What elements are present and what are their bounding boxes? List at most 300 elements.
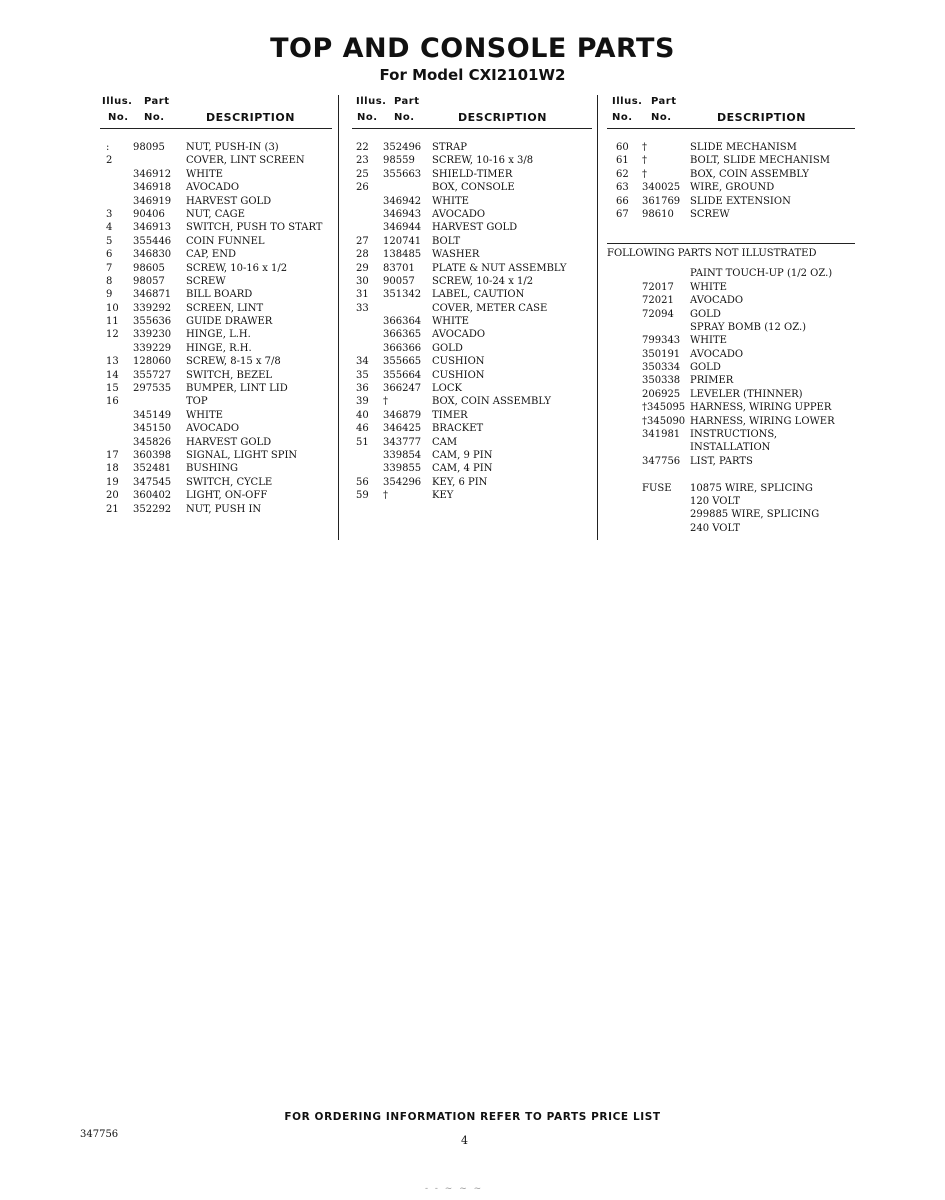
part-row	[607, 181, 855, 194]
part-description: SCREW, 10-16 x 1/2	[186, 262, 288, 274]
illus-number: 35	[356, 369, 369, 381]
column-header	[352, 92, 592, 128]
part-description: BOX, COIN ASSEMBLY	[690, 168, 809, 180]
part-row	[607, 468, 855, 481]
part-number: †345090	[642, 415, 686, 427]
illus-number: 22	[356, 142, 369, 153]
part-description: SIGNAL, LIGHT SPIN	[186, 449, 298, 461]
part-row	[607, 141, 855, 154]
part-row	[607, 195, 855, 208]
part-description: GOLD	[690, 308, 721, 320]
illus-no-label: No.	[357, 112, 378, 123]
part-row	[607, 361, 855, 374]
part-description: CAM	[432, 436, 458, 448]
part-row	[100, 235, 332, 248]
part-description: AVOCADO	[690, 295, 744, 307]
part-number: 339292	[133, 302, 172, 314]
part-number: 346918	[133, 182, 172, 194]
part-row	[607, 388, 855, 401]
part-row	[607, 455, 855, 468]
part-number: 72021	[642, 295, 674, 307]
part-row	[100, 489, 332, 502]
part-row	[100, 168, 332, 181]
illus-label: Illus.	[102, 96, 133, 107]
part-number: 366366	[383, 342, 422, 354]
part-number: 339855	[383, 463, 422, 475]
part-description: NUT, PUSH-IN (3)	[186, 142, 279, 153]
part-number: 355727	[133, 369, 172, 381]
part-description: WHITE	[432, 316, 469, 328]
illus-number: 26	[356, 182, 369, 194]
part-number: †	[642, 155, 647, 167]
part-number: 347545	[133, 476, 172, 488]
part-row	[607, 428, 855, 441]
part-description: BOLT	[432, 235, 461, 247]
part-description: KEY	[432, 490, 454, 502]
part-description: CAM, 9 PIN	[432, 449, 493, 461]
part-description: BRACKET	[432, 423, 484, 435]
part-row	[100, 195, 332, 208]
part-row	[352, 489, 592, 502]
part-description: WASHER	[432, 249, 480, 261]
part-number: 339230	[133, 329, 172, 341]
part-number: 128060	[133, 356, 172, 368]
parts-list	[607, 141, 855, 221]
part-number: 346879	[383, 409, 422, 421]
part-description: PRIMER	[690, 375, 734, 387]
part-description: WHITE	[186, 409, 223, 421]
part-row	[100, 503, 332, 516]
part-number: †	[383, 396, 388, 408]
part-number: 345826	[133, 436, 172, 448]
part-no-label: No.	[651, 112, 672, 123]
part-description: WIRE, GROUND	[690, 182, 775, 194]
part-row	[100, 141, 332, 154]
illus-label: Illus.	[612, 96, 643, 107]
parts-column-3	[607, 92, 855, 535]
part-description: BUSHING	[186, 463, 239, 475]
part-description: INSTALLATION	[690, 442, 771, 454]
part-row	[352, 262, 592, 275]
part-number: 90406	[133, 208, 165, 220]
column-divider-1	[338, 95, 339, 540]
part-number: 120741	[383, 235, 422, 247]
document-number: 347756	[80, 1129, 119, 1140]
illus-number: 60	[616, 142, 629, 153]
column-divider-2	[597, 95, 598, 540]
part-number: 355663	[383, 168, 422, 180]
part-description: AVOCADO	[186, 182, 240, 194]
ordering-info-footer: FOR ORDERING INFORMATION REFER TO PARTS PRICE LIST	[284, 1111, 661, 1123]
part-row	[100, 275, 332, 288]
illus-number: 17	[106, 449, 119, 461]
illus-number: 34	[356, 356, 369, 368]
part-row	[100, 436, 332, 449]
part-description: BOX, COIN ASSEMBLY	[432, 396, 551, 408]
part-number: 355636	[133, 316, 172, 328]
part-description: NUT, CAGE	[186, 208, 245, 220]
illus-number: 62	[616, 168, 629, 180]
part-row	[352, 235, 592, 248]
part-description: HINGE, L.H.	[186, 329, 251, 341]
part-description: WHITE	[186, 168, 223, 180]
part-description: SCREW, 10-16 x 3/8	[432, 155, 534, 167]
part-number: FUSE	[642, 482, 672, 494]
part-description: AVOCADO	[432, 329, 486, 341]
part-number: 346871	[133, 289, 172, 301]
part-number: 297535	[133, 383, 172, 395]
part-description: BOX, CONSOLE	[432, 182, 515, 194]
illus-number: 8	[106, 275, 113, 287]
part-description: NUT, PUSH IN	[186, 503, 262, 515]
part-number: 345149	[133, 409, 172, 421]
part-description: SHIELD-TIMER	[432, 168, 513, 180]
part-row	[352, 355, 592, 368]
part-description: CUSHION	[432, 369, 485, 381]
illus-number: 46	[356, 423, 369, 435]
part-number: †345095	[642, 402, 686, 414]
not-illustrated-list	[607, 267, 855, 535]
part-number: 346944	[383, 222, 422, 234]
illus-number: :	[106, 142, 110, 153]
part-row	[352, 154, 592, 167]
page-title: TOP AND CONSOLE PARTS	[270, 33, 675, 64]
part-row	[100, 449, 332, 462]
part-row	[100, 382, 332, 395]
column-header	[607, 92, 855, 128]
part-number: 355665	[383, 356, 422, 368]
part-description: GOLD	[690, 362, 721, 374]
illus-number: 18	[106, 463, 119, 475]
part-description: LEVELER (THINNER)	[690, 388, 803, 400]
part-number: †	[642, 142, 647, 153]
part-row	[100, 262, 332, 275]
part-row	[607, 308, 855, 321]
illus-number: 16	[106, 396, 119, 408]
part-label: Part	[394, 96, 420, 107]
illus-number: 23	[356, 155, 369, 167]
part-row	[352, 449, 592, 462]
part-description: HARVEST GOLD	[186, 195, 272, 207]
part-row	[607, 267, 855, 280]
part-number: 346943	[383, 208, 422, 220]
part-number: 345150	[133, 423, 172, 435]
part-number: 98057	[133, 275, 165, 287]
part-description: SCREW	[690, 208, 730, 220]
part-row	[100, 409, 332, 422]
part-row	[352, 436, 592, 449]
illus-number: 3	[106, 208, 113, 220]
part-row	[100, 288, 332, 301]
illus-no-label: No.	[612, 112, 633, 123]
part-row	[100, 369, 332, 382]
part-row	[100, 395, 332, 408]
part-description: AVOCADO	[186, 423, 240, 435]
part-number: †	[642, 168, 647, 180]
illus-number: 20	[106, 490, 119, 502]
illus-number: 6	[106, 249, 113, 261]
illus-number: 4	[106, 222, 113, 234]
part-description: 240 VOLT	[690, 522, 741, 534]
part-description: CUSHION	[432, 356, 485, 368]
part-row	[607, 441, 855, 454]
part-row	[100, 355, 332, 368]
part-description: SWITCH, PUSH TO START	[186, 222, 323, 234]
part-description: SLIDE MECHANISM	[690, 142, 797, 153]
part-description: SPRAY BOMB (12 OZ.)	[690, 321, 807, 333]
part-number: 206925	[642, 388, 681, 400]
illus-number: 21	[106, 503, 119, 515]
part-number: 366365	[383, 329, 422, 341]
illus-number: 56	[356, 476, 369, 488]
part-number: 346830	[133, 249, 172, 261]
model-subtitle: For Model CXI2101W2	[379, 66, 566, 84]
part-number: 340025	[642, 182, 681, 194]
part-number: 343777	[383, 436, 422, 448]
part-row	[352, 462, 592, 475]
part-description: HINGE, R.H.	[186, 342, 252, 354]
part-number: 360402	[133, 490, 172, 502]
part-row	[100, 221, 332, 234]
part-description: BILL BOARD	[186, 289, 253, 301]
part-description: SWITCH, BEZEL	[186, 369, 273, 381]
not-illustrated-rule	[607, 243, 855, 244]
part-number: †	[383, 490, 388, 502]
illus-number: 14	[106, 369, 119, 381]
parts-list	[352, 141, 592, 503]
part-row	[352, 248, 592, 261]
part-no-label: No.	[144, 112, 165, 123]
part-number: 72017	[642, 281, 674, 293]
part-row	[352, 409, 592, 422]
part-row	[352, 382, 592, 395]
part-description: SLIDE EXTENSION	[690, 195, 791, 207]
part-description: PLATE & NUT ASSEMBLY	[432, 262, 567, 274]
part-row	[607, 415, 855, 428]
part-row	[352, 168, 592, 181]
parts-column-2	[352, 92, 592, 503]
part-description: SCREW	[186, 275, 226, 287]
part-row	[352, 328, 592, 341]
not-illustrated-title: FOLLOWING PARTS NOT ILLUSTRATED	[607, 248, 817, 260]
part-label: Part	[651, 96, 677, 107]
part-row	[100, 476, 332, 489]
description-label: DESCRIPTION	[717, 111, 806, 124]
part-description: 10875 WIRE, SPLICING	[690, 482, 813, 494]
part-row	[607, 482, 855, 495]
part-number: 360398	[133, 449, 172, 461]
part-description: INSTRUCTIONS,	[690, 429, 778, 441]
part-description: SWITCH, CYCLE	[186, 476, 273, 488]
part-row	[100, 328, 332, 341]
part-row	[352, 369, 592, 382]
part-description: COIN FUNNEL	[186, 235, 265, 247]
illus-number: 29	[356, 262, 369, 274]
part-number: 350191	[642, 348, 681, 360]
part-row	[607, 154, 855, 167]
part-row	[100, 248, 332, 261]
part-row	[100, 342, 332, 355]
part-number: 98095	[133, 142, 165, 153]
part-row	[352, 476, 592, 489]
part-description: KEY, 6 PIN	[432, 476, 488, 488]
part-row	[100, 315, 332, 328]
illus-number: 13	[106, 356, 119, 368]
part-number: 354296	[383, 476, 422, 488]
illus-number: 15	[106, 383, 119, 395]
part-no-label: No.	[394, 112, 415, 123]
illus-number: 51	[356, 436, 369, 448]
part-row	[607, 374, 855, 387]
part-number: 339854	[383, 449, 422, 461]
part-description: STRAP	[432, 142, 467, 153]
part-description: GOLD	[432, 342, 463, 354]
illus-no-label: No.	[108, 112, 129, 123]
part-row	[607, 522, 855, 535]
part-number: 98559	[383, 155, 415, 167]
page-number: 4	[461, 1134, 468, 1147]
parts-list	[100, 141, 332, 516]
part-row	[607, 281, 855, 294]
illus-number: 7	[106, 262, 113, 274]
part-description: PAINT TOUCH-UP (1/2 OZ.)	[690, 268, 833, 280]
part-number: 90057	[383, 275, 415, 287]
part-description: HARVEST GOLD	[432, 222, 518, 234]
part-row	[100, 154, 332, 167]
part-row	[352, 208, 592, 221]
illus-number: 19	[106, 476, 119, 488]
illus-label: Illus.	[356, 96, 387, 107]
part-number: 72094	[642, 308, 674, 320]
parts-column-1	[100, 92, 332, 516]
part-row	[352, 342, 592, 355]
part-number: 341981	[642, 429, 681, 441]
part-number: 366364	[383, 316, 422, 328]
description-label: DESCRIPTION	[206, 111, 295, 124]
part-number: 346919	[133, 195, 172, 207]
part-description: 299885 WIRE, SPLICING	[690, 509, 820, 521]
part-row	[352, 221, 592, 234]
part-description: LIGHT, ON-OFF	[186, 490, 268, 502]
part-description: WHITE	[432, 195, 469, 207]
illus-number: 40	[356, 409, 369, 421]
illus-number: 28	[356, 249, 369, 261]
part-number: 352496	[383, 142, 422, 153]
part-number: 339229	[133, 342, 172, 354]
part-description: CAM, 4 PIN	[432, 463, 493, 475]
part-description: AVOCADO	[432, 208, 486, 220]
part-row	[352, 181, 592, 194]
part-number: 799343	[642, 335, 681, 347]
part-number: 350334	[642, 362, 681, 374]
part-row	[352, 422, 592, 435]
illus-number: 31	[356, 289, 369, 301]
part-description: TIMER	[432, 409, 468, 421]
illus-number: 25	[356, 168, 369, 180]
part-description: LABEL, CAUTION	[432, 289, 525, 301]
part-number: 83701	[383, 262, 415, 274]
illus-number: 59	[356, 490, 369, 502]
header-rule	[100, 128, 332, 129]
illus-number: 5	[106, 235, 113, 247]
part-row	[352, 315, 592, 328]
part-row	[607, 208, 855, 221]
header-rule	[352, 128, 592, 129]
part-row	[607, 508, 855, 521]
part-description: SCREW, 10-24 x 1/2	[432, 275, 534, 287]
illus-number: 33	[356, 302, 369, 314]
part-row	[352, 302, 592, 315]
part-row	[352, 141, 592, 154]
part-row	[607, 401, 855, 414]
illus-number: 10	[106, 302, 119, 314]
part-row	[607, 334, 855, 347]
part-number: 138485	[383, 249, 422, 261]
part-number: 346912	[133, 168, 172, 180]
illus-number: 61	[616, 155, 629, 167]
part-number: 351342	[383, 289, 422, 301]
part-description: HARVEST GOLD	[186, 436, 272, 448]
part-number: 346942	[383, 195, 422, 207]
part-number: 355664	[383, 369, 422, 381]
description-label: DESCRIPTION	[458, 111, 547, 124]
part-description: 120 VOLT	[690, 495, 741, 507]
part-row	[607, 321, 855, 334]
illus-number: 12	[106, 329, 119, 341]
illus-number: 27	[356, 235, 369, 247]
part-number: 352292	[133, 503, 172, 515]
illus-number: 66	[616, 195, 629, 207]
part-description: SCREEN, LINT	[186, 302, 264, 314]
part-description: HARNESS, WIRING LOWER	[690, 415, 835, 427]
illus-number: 9	[106, 289, 113, 301]
part-number: 366247	[383, 383, 422, 395]
part-row	[100, 181, 332, 194]
part-number: 98610	[642, 208, 674, 220]
part-row	[607, 168, 855, 181]
part-description: BUMPER, LINT LID	[186, 383, 288, 395]
part-row	[352, 195, 592, 208]
illus-number: 30	[356, 275, 369, 287]
part-description: COVER, LINT SCREEN	[186, 155, 305, 167]
part-row	[352, 288, 592, 301]
column-header	[100, 92, 332, 128]
part-row	[352, 275, 592, 288]
part-row	[100, 208, 332, 221]
part-row	[100, 462, 332, 475]
part-number: 352481	[133, 463, 172, 475]
part-number: 347756	[642, 455, 681, 467]
part-label: Part	[144, 96, 170, 107]
illus-number: 67	[616, 208, 629, 220]
part-description: WHITE	[690, 281, 727, 293]
part-description: HARNESS, WIRING UPPER	[690, 402, 832, 414]
part-number: 361769	[642, 195, 681, 207]
part-description: WHITE	[690, 335, 727, 347]
header-rule	[607, 128, 855, 129]
part-number: 98605	[133, 262, 165, 274]
illus-number: 63	[616, 182, 629, 194]
part-description: BOLT, SLIDE MECHANISM	[690, 155, 830, 167]
part-description: TOP	[186, 396, 208, 408]
part-number: 346913	[133, 222, 172, 234]
part-description: LOCK	[432, 383, 462, 395]
part-row	[607, 495, 855, 508]
illus-number: 11	[106, 316, 119, 328]
illus-number: 2	[106, 155, 113, 167]
part-row	[607, 348, 855, 361]
part-description: COVER, METER CASE	[432, 302, 548, 314]
